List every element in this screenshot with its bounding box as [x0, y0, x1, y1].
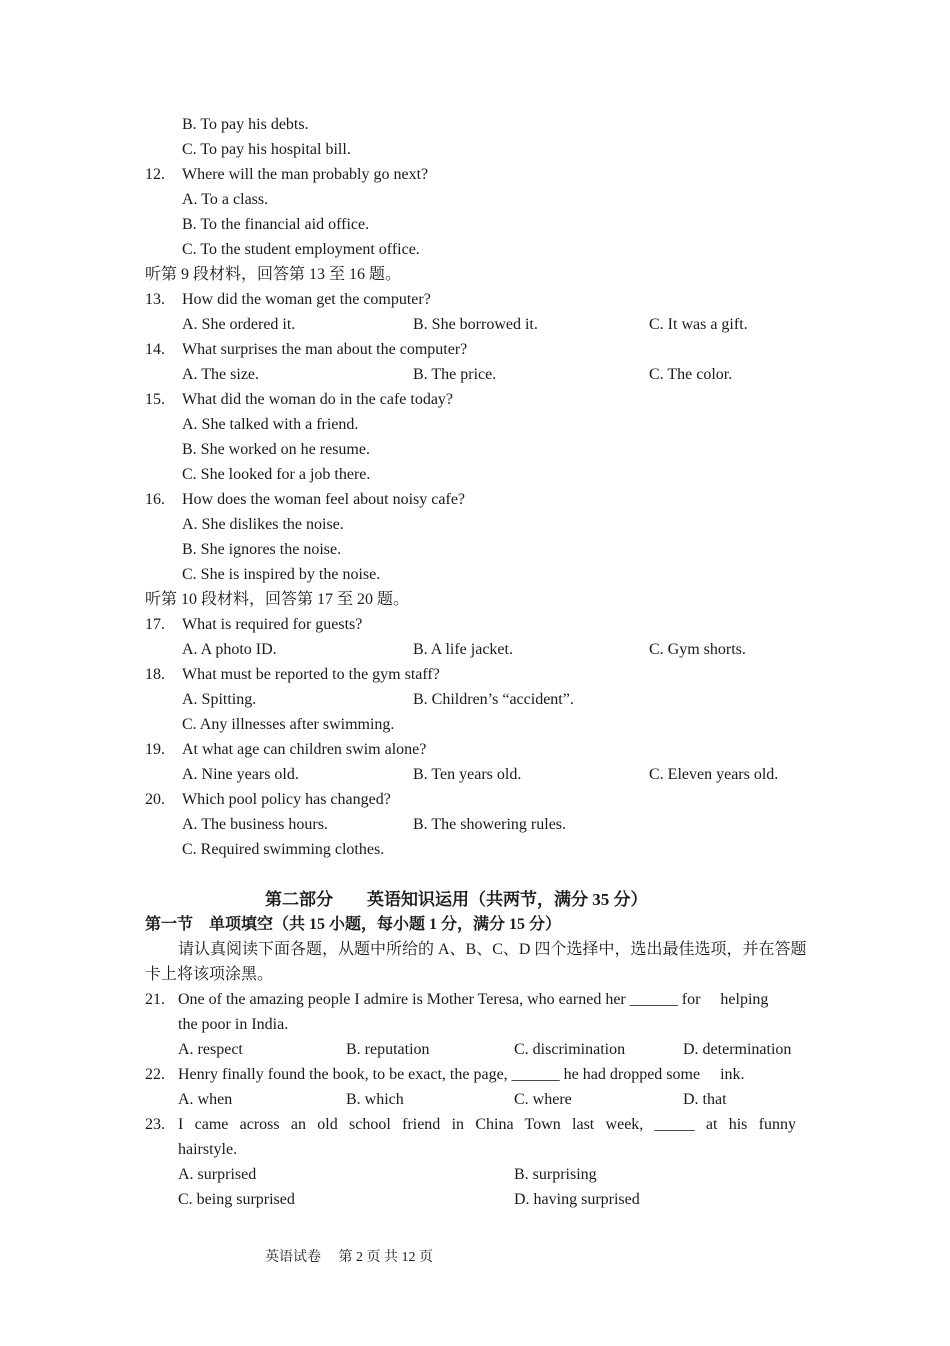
q20-stem: Which pool policy has changed?: [182, 791, 391, 808]
q14-option-b: B. The price.: [413, 366, 497, 383]
q18-option-c: C. Any illnesses after swimming.: [182, 716, 395, 733]
q22-option-d: D. that: [683, 1091, 727, 1108]
page-footer: 英语试卷 第 2 页 共 12 页: [265, 1250, 433, 1265]
section-10-heading: 听第 10 段材料，回答第 17 至 20 题。: [145, 591, 410, 608]
q23-number: 23.: [145, 1116, 165, 1133]
q18-number: 18.: [145, 666, 165, 683]
q11-option-b: B. To pay his debts.: [182, 116, 309, 133]
instruction-line-2: 卡上将该项涂黑。: [145, 966, 274, 983]
q21-option-b: B. reputation: [346, 1041, 430, 1058]
q15-option-a: A. She talked with a friend.: [182, 416, 359, 433]
q16-number: 16.: [145, 491, 165, 508]
q23-option-d: D. having surprised: [514, 1191, 640, 1208]
q18-option-b: B. Children’s “accident”.: [413, 691, 574, 708]
q17-option-b: B. A life jacket.: [413, 641, 513, 658]
q14-number: 14.: [145, 341, 165, 358]
q18-stem: What must be reported to the gym staff?: [182, 666, 440, 683]
q21-stem-line-2: the poor in India.: [178, 1016, 289, 1033]
q22-number: 22.: [145, 1066, 165, 1083]
q12-stem: Where will the man probably go next?: [182, 166, 429, 183]
q13-option-a: A. She ordered it.: [182, 316, 296, 333]
q20-option-c: C. Required swimming clothes.: [182, 841, 385, 858]
q14-stem: What surprises the man about the computer?: [182, 341, 468, 358]
q22-option-c: C. where: [514, 1091, 572, 1108]
q18-option-a: A. Spitting.: [182, 691, 257, 708]
q19-option-b: B. Ten years old.: [413, 766, 522, 783]
q12-option-a: A. To a class.: [182, 191, 269, 208]
q19-option-c: C. Eleven years old.: [649, 766, 779, 783]
q20-option-a: A. The business hours.: [182, 816, 328, 833]
q12-option-c: C. To the student employment office.: [182, 241, 420, 258]
q12-option-b: B. To the financial aid office.: [182, 216, 370, 233]
q17-number: 17.: [145, 616, 165, 633]
q15-option-b: B. She worked on he resume.: [182, 441, 370, 458]
q21-option-a: A. respect: [178, 1041, 243, 1058]
q22-stem: Henry finally found the book, to be exact, the page, ______ he had dropped some ink.: [178, 1066, 745, 1083]
q14-option-c: C. The color.: [649, 366, 733, 383]
section1-title: 第一节 单项填空（共 15 小题，每小题 1 分，满分 15 分）: [145, 916, 562, 933]
q16-option-a: A. She dislikes the noise.: [182, 516, 344, 533]
q13-option-c: C. It was a gift.: [649, 316, 748, 333]
q23-option-a: A. surprised: [178, 1166, 257, 1183]
q20-option-b: B. The showering rules.: [413, 816, 567, 833]
q23-stem-line-2: hairstyle.: [178, 1141, 238, 1158]
section-9-heading: 听第 9 段材料，回答第 13 至 16 题。: [145, 266, 402, 283]
q22-option-b: B. which: [346, 1091, 404, 1108]
instruction-line-1: 请认真阅读下面各题，从题中所给的 A、B、C、D 四个选择中，选出最佳选项，并在答题: [178, 941, 807, 958]
q15-stem: What did the woman do in the cafe today?: [182, 391, 454, 408]
q22-option-a: A. when: [178, 1091, 233, 1108]
q23-option-c: C. being surprised: [178, 1191, 295, 1208]
q15-number: 15.: [145, 391, 165, 408]
q16-stem: How does the woman feel about noisy cafe?: [182, 491, 466, 508]
q20-number: 20.: [145, 791, 165, 808]
q17-stem: What is required for guests?: [182, 616, 363, 633]
q12-number: 12.: [145, 166, 165, 183]
q17-option-a: A. A photo ID.: [182, 641, 277, 658]
q13-option-b: B. She borrowed it.: [413, 316, 538, 333]
q13-number: 13.: [145, 291, 165, 308]
q19-stem: At what age can children swim alone?: [182, 741, 427, 758]
q14-option-a: A. The size.: [182, 366, 260, 383]
q21-option-d: D. determination: [683, 1041, 792, 1058]
q19-number: 19.: [145, 741, 165, 758]
q21-number: 21.: [145, 991, 165, 1008]
q23-stem-line-1: I came across an old school friend in China Town last week, _____ at his funny: [178, 1116, 796, 1133]
q17-option-c: C. Gym shorts.: [649, 641, 746, 658]
q19-option-a: A. Nine years old.: [182, 766, 299, 783]
q13-stem: How did the woman get the computer?: [182, 291, 431, 308]
part2-title: 第二部分 英语知识运用（共两节，满分 35 分）: [265, 890, 648, 909]
q11-option-c: C. To pay his hospital bill.: [182, 141, 351, 158]
q15-option-c: C. She looked for a job there.: [182, 466, 371, 483]
q21-stem-line-1: One of the amazing people I admire is Mother Teresa, who earned her ______ for helping: [178, 991, 769, 1008]
q16-option-c: C. She is inspired by the noise.: [182, 566, 381, 583]
q21-option-c: C. discrimination: [514, 1041, 626, 1058]
q23-option-b: B. surprising: [514, 1166, 597, 1183]
q16-option-b: B. She ignores the noise.: [182, 541, 342, 558]
